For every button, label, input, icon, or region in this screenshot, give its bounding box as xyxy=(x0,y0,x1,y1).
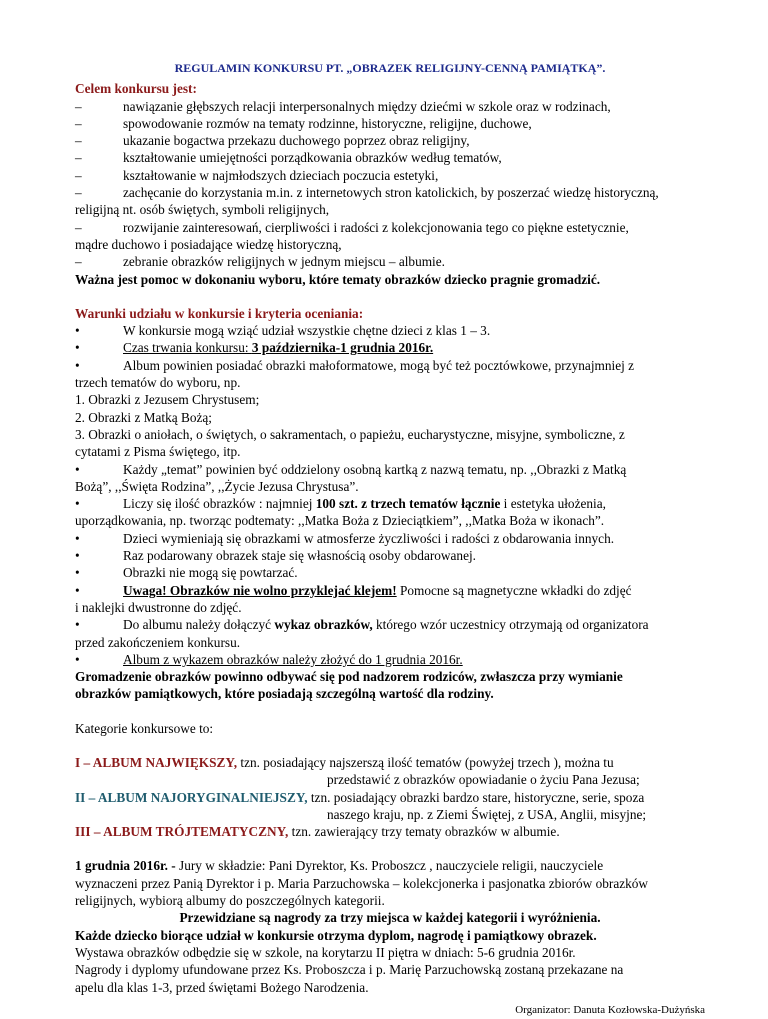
condition-item: • Obrazki nie mogą się powtarzać. xyxy=(75,565,298,581)
diploma-line: Każde dziecko biorące udział w konkursie otrzyma dyplom, nagrodę i pamiątkowy obrazek. xyxy=(75,927,597,943)
condition-item: • Album z wykazem obrazków należy złożyć do 1 grudnia 2016r. xyxy=(75,651,463,667)
condition-item: • Czas trwania konkursu: 3 października-1 grudnia 2016r. xyxy=(75,340,434,356)
goal-item: – zachęcanie do korzystania m.in. z internetowych stron katolickich, by poszerzać wiedzę historyczną, xyxy=(75,185,659,201)
awards-line: Nagrody i dyplomy ufundowane przez Ks. Proboszcza i p. Marię Parzuchowską zostaną przekazane na xyxy=(75,962,624,978)
numbered-item: 3. Obrazki o aniołach, o świętych, o sakramentach, o papieżu, eucharystyczne, misyjne, symboliczne, z xyxy=(75,426,625,442)
categories-intro: Kategorie konkursowe to: xyxy=(75,720,214,736)
goal-item: – rozwijanie zainteresowań, cierpliwości i radości z kolekcjonowania tego co piękne estetycznie, xyxy=(75,219,629,235)
category-2: II – ALBUM NAJORYGINALNIEJSZY, tzn. posiadający obrazki bardzo stare, historyczne, serie, spoza xyxy=(75,789,645,805)
category-2-cont: naszego kraju, np. z Ziemi Świętej, z USA, Anglii, misyjne; xyxy=(327,806,647,822)
condition-item: • Każdy „temat” powinien być oddzielony osobną kartką z nazwą tematu, np. ,,Obrazki z Matką xyxy=(75,461,627,477)
condition-cont: i naklejki dwustronne do zdjęć. xyxy=(75,599,242,615)
numbered-item: 1. Obrazki z Jezusem Chrystusem; xyxy=(75,392,260,408)
goal-item: – ukazanie bogactwa przekazu duchowego poprzez obraz religijny, xyxy=(75,133,470,149)
goal-item: – spowodowanie rozmów na tematy rodzinne, historyczne, religijne, duchowe, xyxy=(75,115,532,131)
goal-item: – kształtowanie w najmłodszych dzieciach poczucia estetyki, xyxy=(75,167,439,183)
goal-item: – nawiązanie głębszych relacji interpersonalnych między dziećmi w szkole oraz w rodzinach, xyxy=(75,98,611,114)
condition-item: • W konkursie mogą wziąć udział wszystkie chętne dzieci z klas 1 – 3. xyxy=(75,323,491,339)
awards-line-cont: apelu dla klas 1-3, przed świętami Bożego Narodzenia. xyxy=(75,979,369,995)
goal-item-cont: mądre duchowo i posiadające wiedzę historyczną, xyxy=(75,236,342,252)
condition-item: • Liczy się ilość obrazków : najmniej 100 szt. z trzech tematów łącznie i estetyka ułożenia, xyxy=(75,496,606,512)
goal-item-cont: religijną nt. osób świętych, symboli religijnych, xyxy=(75,202,330,218)
jury-line: wyznaczeni przez Panią Dyrektor i p. Maria Parzuchowska – kolekcjonerka i pasjonatka zbiorów obrazków xyxy=(75,875,649,891)
jury-line: religijnych, wybiorą albumy do poszczególnych kategorii. xyxy=(75,893,385,909)
exhibition-line: Wystawa obrazków odbędzie się w szkole, na korytarzu II piętra w dniach: 5-6 grudnia 2016r. xyxy=(75,944,576,960)
condition-cont: przed zakończeniem konkursu. xyxy=(75,634,241,650)
condition-item: • Raz podarowany obrazek staje się własnością osoby obdarowanej. xyxy=(75,548,476,564)
goals-important: Ważna jest pomoc w dokonaniu wyboru, które tematy obrazków dziecko pragnie gromadzić. xyxy=(75,271,601,287)
numbered-item: 2. Obrazki z Matką Bożą; xyxy=(75,409,212,425)
category-1-cont: przedstawić z obrazków opowiadanie o życiu Pana Jezusa; xyxy=(327,772,640,788)
jury-line: 1 grudnia 2016r. - Jury w składzie: Pani Dyrektor, Ks. Proboszcz , nauczyciele religii, nauczyciele xyxy=(75,858,604,874)
condition-cont: uporządkowania, np. tworząc podtematy: ,,Matka Boża z Dzieciątkiem”, ,,Matka Boża w ikonach”. xyxy=(75,513,605,529)
document-page xyxy=(75,60,705,1019)
document-title: REGULAMIN KONKURSU PT. „OBRAZEK RELIGIJNY-CENNĄ PAMIĄTKĄ”. xyxy=(174,61,606,75)
condition-item: • Album powinien posiadać obrazki małoformatowe, mogą być też pocztówkowe, przynajmniej z xyxy=(75,357,635,373)
condition-cont: Bożą”, ,,Święta Rodzina”, ,,Życie Jezusa Chrystusa”. xyxy=(75,478,359,494)
condition-item: • Uwaga! Obrazków nie wolno przyklejać klejem! Pomocne są magnetyczne wkładki do zdjęć xyxy=(75,582,632,598)
supervision-note: Gromadzenie obrazków powinno odbywać się pod nadzorem rodziców, zwłaszcza przy wymianie xyxy=(75,669,623,685)
goal-item: – kształtowanie umiejętności porządkowania obrazków według tematów, xyxy=(75,150,502,166)
organizer-signature: Organizator: Danuta Kozłowska-Dużyńska xyxy=(515,1003,705,1016)
condition-item: • Do albumu należy dołączyć wykaz obrazków, którego wzór uczestnicy otrzymają od organizatora xyxy=(75,617,649,633)
category-1: I – ALBUM NAJWIĘKSZY, tzn. posiadający najszerszą ilość tematów (powyżej trzech ), można tu xyxy=(75,754,614,770)
goals-heading: Celem konkursu jest: xyxy=(75,81,197,97)
category-3: III – ALBUM TRÓJTEMATYCZNY, tzn. zawierający trzy tematy obrazków w albumie. xyxy=(75,824,560,840)
condition-item: • Dzieci wymieniają się obrazkami w atmosferze życzliwości i radości z obdarowania innych. xyxy=(75,530,615,546)
numbered-item-cont: cytatami z Pisma świętego, itp. xyxy=(75,444,241,460)
prizes-line: Przewidziane są nagrody za trzy miejsca w każdej kategorii i wyróżnienia. xyxy=(179,910,601,926)
condition-cont: trzech tematów do wyboru, np. xyxy=(75,375,241,391)
conditions-heading: Warunki udziału w konkursie i kryteria oceniania: xyxy=(75,305,364,321)
supervision-note-cont: obrazków pamiątkowych, które posiadają szczególną wartość dla rodziny. xyxy=(75,686,494,702)
goal-item: – zebranie obrazków religijnych w jednym miejscu – albumie. xyxy=(75,254,445,270)
